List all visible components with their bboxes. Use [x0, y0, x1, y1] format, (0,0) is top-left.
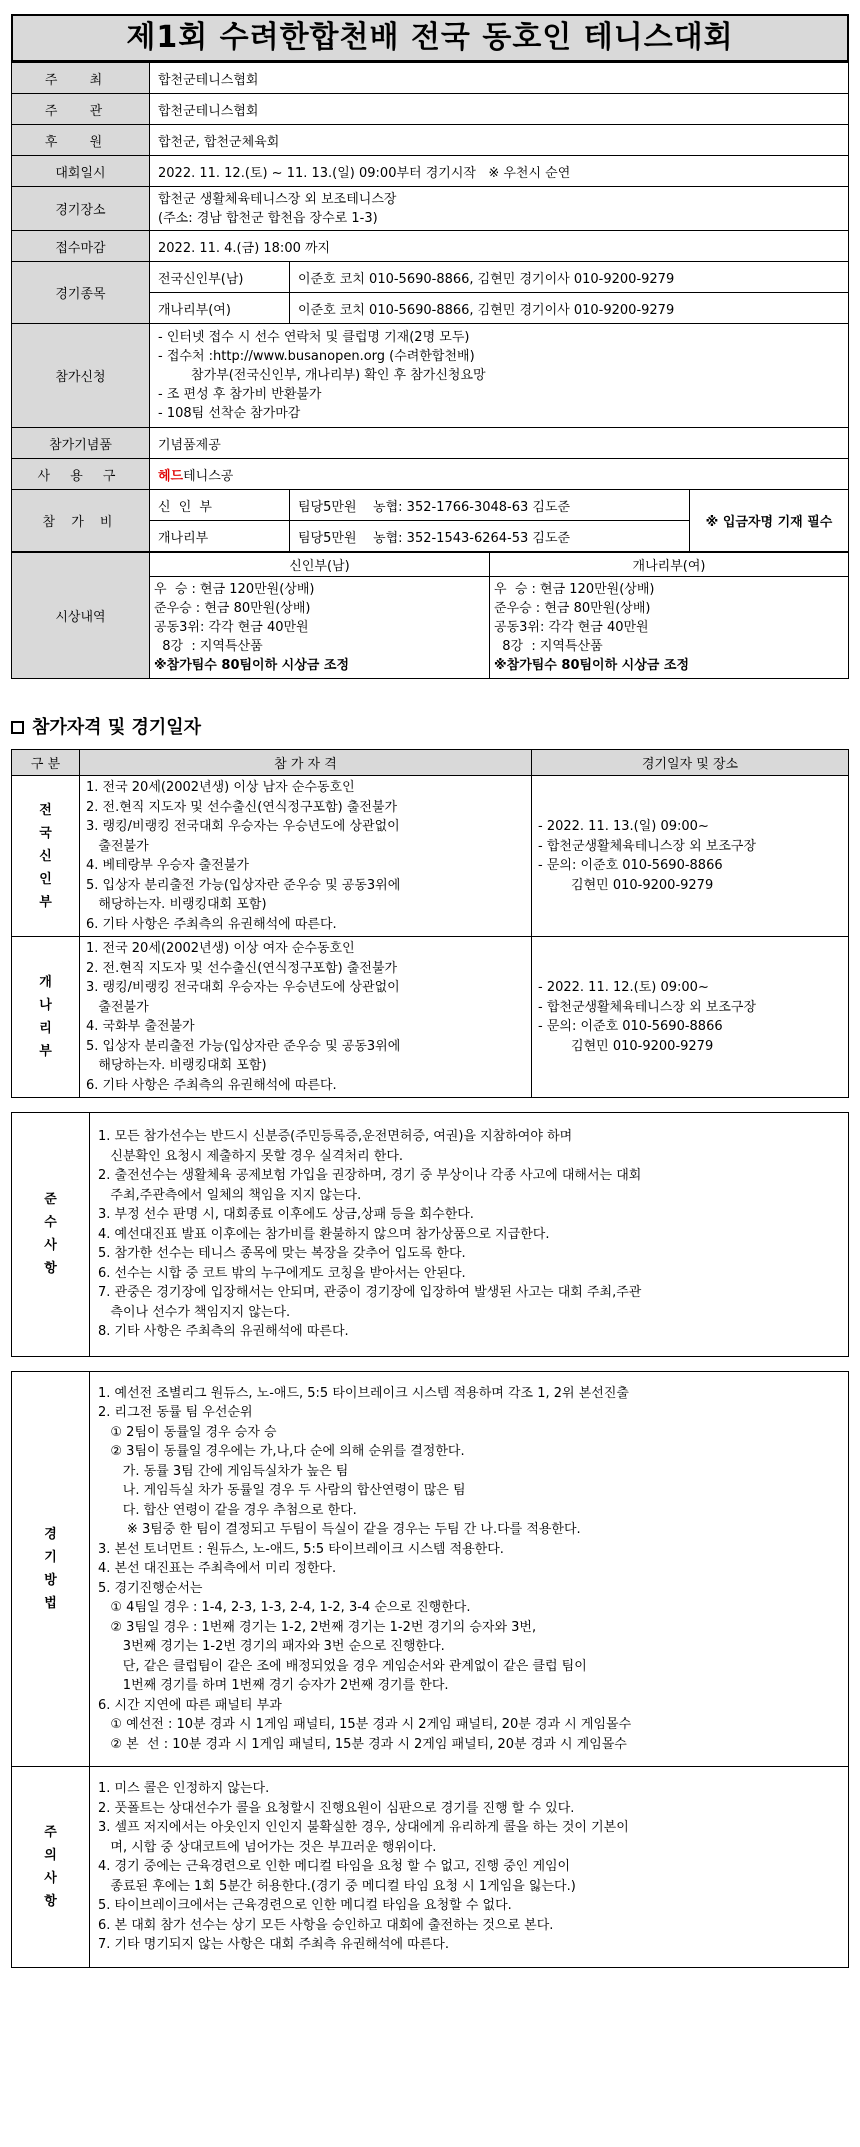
- info-value: 2022. 11. 12.(토) ~ 11. 13.(일) 09:00부터 경기시작 ※ 우천시 순연: [150, 156, 849, 187]
- rule-line: 2. 출전선수는 생활체육 공제보험 가입을 권장하며, 경기 중 부상이나 각종 사고에 대해서는 대회: [98, 1168, 642, 1183]
- qual-items: [80, 937, 532, 1098]
- section-title: [11, 713, 849, 739]
- qual-item: 2. 전.현직 지도자 및 선수출신(연식정구포함) 출전불가: [86, 799, 398, 815]
- venue-address: (주소: 경남 합천군 합천읍 장수로 1-3): [158, 210, 378, 226]
- event-name: 개나리부(여): [150, 293, 290, 324]
- rule-line: 신분확인 요청시 제출하지 못할 경우 실격처리 한다.: [98, 1148, 404, 1164]
- ball-name: 테니스공: [183, 468, 234, 484]
- fee-detail: [290, 521, 690, 552]
- method-line: ② 3팀이 동률일 경우에는 가,나,다 순에 의해 순위를 결정한다.: [98, 1444, 465, 1459]
- division-char: 나: [39, 998, 52, 1013]
- qual-item: 3. 랭킹/비랭킹 전국대회 우승자는 우승년도에 상관없이: [86, 819, 400, 834]
- method-line: 나. 게임득실 차가 동률일 경우 두 사람의 합산연령이 많은 팀: [98, 1483, 466, 1498]
- info-value: [150, 187, 849, 231]
- event-name: 전국신인부(남): [150, 262, 290, 293]
- qual-item: 4. 베테랑부 우승자 출전불가: [86, 858, 249, 873]
- info-label: 주 관: [12, 94, 150, 125]
- prize-line: 우 승 : 현금 120만원(상배): [494, 582, 655, 597]
- label-char: 사: [44, 1238, 57, 1254]
- division-char: 개: [39, 975, 52, 990]
- label-char: 의: [44, 1847, 57, 1863]
- info-value: 2022. 11. 4.(금) 18:00 까지: [150, 231, 849, 262]
- qual-item: 1. 전국 20세(2002년생) 이상 남자 순수동호인: [86, 780, 355, 795]
- rule-line: 측이나 선수가 책임지지 않는다.: [98, 1304, 291, 1320]
- apply-line: - 108팀 선착순 참가마감: [158, 406, 301, 421]
- method-line: ② 3팀일 경우 : 1번째 경기는 1-2, 2번째 경기는 1-2번 경기의 승자와 3번,: [98, 1619, 537, 1635]
- qual-item: 1. 전국 20세(2002년생) 이상 여자 순수동호인: [86, 941, 355, 956]
- label-char: 항: [44, 1893, 57, 1909]
- info-label: 주 최: [12, 63, 150, 94]
- compliance-row: [12, 1113, 849, 1357]
- apply-line: - 인터넷 접수 시 선수 연락처 및 클럽명 기재(2명 모두): [158, 330, 470, 345]
- qual-item: 해당하는자. 비랭킹대회 포함): [86, 1058, 267, 1073]
- method-line: 1. 예선전 조별리그 원듀스, 노-애드, 5:5 타이브레이크 시스템 적용하며 각조 1, 2위 본선진출: [98, 1385, 629, 1401]
- fee-detail: [290, 490, 690, 521]
- qual-item: 3. 랭킹/비랭킹 전국대회 우승자는 우승년도에 상관없이: [86, 980, 400, 995]
- method-list: [90, 1371, 849, 1767]
- rule-line: 4. 예선대진표 발표 이후에는 참가비를 환불하지 않으며 참가상품으로 지급한다.: [98, 1226, 550, 1242]
- apply-line: - 접수처 :http://www.busanopen.org (수려한합천배): [158, 349, 475, 364]
- note-line: 6. 본 대회 참가 선수는 상기 모든 사항을 승인하고 대회에 출전하는 것으로 본다.: [98, 1917, 554, 1933]
- info-label: 후 원: [12, 125, 150, 156]
- qual-item: 4. 국화부 출전불가: [86, 1019, 195, 1034]
- qual-item: 5. 입상자 분리출전 가능(입상자란 준우승 및 공동3위에: [86, 1038, 401, 1054]
- info-label: 시상내역: [12, 553, 150, 679]
- label-char: 기: [44, 1549, 57, 1565]
- method-line: 3. 본선 토너먼트 : 원듀스, 노-애드, 5:5 타이브레이크 시스템 적용한다.: [98, 1541, 504, 1557]
- qual-header: 경기일자 및 장소: [532, 750, 849, 776]
- qualification-table: [11, 749, 849, 1098]
- info-label: 사 용 구: [12, 459, 150, 490]
- fee-amount: 팀당5만원: [298, 499, 357, 515]
- event-contact: 이준호 코치 010-5690-8866, 김현민 경기이사 010-9200-9279: [290, 293, 849, 324]
- info-label: 참 가 비: [12, 490, 150, 552]
- label-char: 항: [44, 1261, 57, 1277]
- qual-items: [80, 776, 532, 937]
- qual-row-men: [12, 776, 849, 937]
- method-line: 5. 경기진행순서는: [98, 1580, 203, 1596]
- venue-line: 합천군 생활체육테니스장 외 보조테니스장: [158, 191, 397, 207]
- note-line: 5. 타이브레이크에서는 근육경련으로 인한 메디컬 타임을 요청할 수 없다.: [98, 1898, 512, 1913]
- info-table: [11, 62, 849, 552]
- info-value: 합천군, 합천군체육회: [150, 125, 849, 156]
- schedule-line: - 2022. 11. 12.(토) 09:00~: [538, 980, 709, 995]
- qual-item: 2. 전.현직 지도자 및 선수출신(연식정구포함) 출전불가: [86, 960, 398, 976]
- label-char: 사: [44, 1870, 57, 1886]
- prize-line: 준우승 : 현금 80만원(상배): [154, 601, 311, 616]
- division-char: 신: [39, 848, 52, 864]
- apply-line: - 조 편성 후 참가비 반환불가: [158, 387, 322, 402]
- qual-division-name: [12, 937, 80, 1098]
- division-char: 리: [39, 1021, 52, 1036]
- schedule-line: - 2022. 11. 13.(일) 09:00~: [538, 819, 709, 834]
- division-char: 전: [39, 802, 52, 818]
- prize-table: [11, 552, 849, 679]
- compliance-label: [12, 1113, 90, 1357]
- info-row-host: [12, 63, 849, 94]
- method-label: [12, 1371, 90, 1767]
- schedule-line: - 문의: 이준호 010-5690-8866: [538, 858, 723, 873]
- rule-line: 8. 기타 사항은 주최측의 유권해석에 따른다.: [98, 1324, 349, 1339]
- schedule-line: - 합천군생활체육테니스장 외 보조구장: [538, 999, 757, 1015]
- rule-line: 1. 모든 참가선수는 반드시 신분증(주민등록증,운전면허증, 여권)을 지참하여야 하며: [98, 1129, 573, 1144]
- info-label: 경기종목: [12, 262, 150, 324]
- info-label: 대회일시: [12, 156, 150, 187]
- qual-item: 출전불가: [86, 838, 149, 854]
- info-value: 합천군테니스협회: [150, 94, 849, 125]
- division-char: 부: [39, 1044, 52, 1059]
- method-line: 1번째 경기를 하며 1번째 경기 승자가 2번째 경기를 한다.: [98, 1678, 449, 1693]
- info-row-fee: [12, 490, 849, 521]
- qual-schedule: [532, 776, 849, 937]
- prize-header: 신인부(남): [150, 553, 490, 577]
- method-row: [12, 1371, 849, 1767]
- apply-lines: [150, 324, 849, 428]
- apply-line: 참가부(전국신인부, 개나리부) 확인 후 참가신청요망: [158, 368, 486, 383]
- info-label: 참가신청: [12, 324, 150, 428]
- method-table: [11, 1371, 849, 1968]
- prize-list: [150, 577, 490, 679]
- label-char: 준: [44, 1192, 57, 1208]
- qual-schedule: [532, 937, 849, 1098]
- fee-note: ※ 입금자명 기재 필수: [690, 490, 849, 552]
- label-char: 수: [44, 1215, 57, 1231]
- method-line: 4. 본선 대진표는 주최측에서 미리 정한다.: [98, 1561, 337, 1576]
- compliance-list: [90, 1113, 849, 1357]
- prize-list: [490, 577, 849, 679]
- rule-line: 5. 참가한 선수는 테니스 종목에 맞는 복장을 갖추어 입도록 한다.: [98, 1246, 466, 1261]
- prize-note: ※참가팀수 80팀이하 시상금 조정: [154, 658, 350, 673]
- info-row-date: [12, 156, 849, 187]
- info-row-venue: [12, 187, 849, 231]
- notes-list: [90, 1767, 849, 1968]
- info-row-organizer: [12, 94, 849, 125]
- info-row-deadline: [12, 231, 849, 262]
- method-line: 2. 리그전 동률 팀 우선순위: [98, 1405, 253, 1420]
- fee-name: 개나리부: [150, 521, 290, 552]
- method-line: 다. 합산 연령이 같을 경우 추첨으로 한다.: [98, 1502, 357, 1518]
- method-line: 단, 같은 클럽팀이 같은 조에 배정되었을 경우 게임순서와 관계없이 같은 클럽 팀이: [98, 1658, 587, 1674]
- qual-item: 출전불가: [86, 999, 149, 1015]
- method-line: 3번째 경기는 1-2번 경기의 패자와 3번 순으로 진행한다.: [98, 1639, 445, 1654]
- note-line: 4. 경기 중에는 근육경련으로 인한 메디컬 타임을 요청 할 수 없고, 진행 중인 게임이: [98, 1859, 571, 1874]
- fee-amount: 팀당5만원: [298, 530, 357, 546]
- division-char: 국: [39, 825, 52, 841]
- method-line: ② 본 선 : 10분 경과 시 1게임 패널티, 15분 경과 시 2게임 패널티, 20분 경과 시 게임몰수: [98, 1736, 627, 1752]
- info-row-gift: [12, 428, 849, 459]
- prize-line: 우 승 : 현금 120만원(상배): [154, 582, 315, 597]
- notes-label: [12, 1767, 90, 1968]
- schedule-line: 김현민 010-9200-9279: [538, 877, 714, 893]
- qual-header: 참 가 자 격: [80, 750, 532, 776]
- checkbox-square-icon: [11, 721, 24, 734]
- prize-line: 공동3위: 각각 현금 40만원: [494, 620, 649, 635]
- event-contact: 이준호 코치 010-5690-8866, 김현민 경기이사 010-9200-9279: [290, 262, 849, 293]
- section-title-text: 참가자격 및 경기일자: [32, 717, 202, 738]
- schedule-line: 김현민 010-9200-9279: [538, 1038, 714, 1054]
- division-char: 인: [39, 871, 52, 887]
- document-title: 제1회 수려한합천배 전국 동호인 테니스대회: [11, 14, 849, 62]
- qual-header-row: [12, 750, 849, 776]
- prize-line: 공동3위: 각각 현금 40만원: [154, 620, 309, 635]
- prize-header-row: [12, 553, 849, 577]
- info-value: 기념품제공: [150, 428, 849, 459]
- qual-header: 구 분: [12, 750, 80, 776]
- compliance-table: [11, 1112, 849, 1357]
- fee-name: 신 인 부: [150, 490, 290, 521]
- prize-line: 준우승 : 현금 80만원(상배): [494, 601, 651, 616]
- info-label: 참가기념품: [12, 428, 150, 459]
- rule-line: 7. 관중은 경기장에 입장해서는 안되며, 관중이 경기장에 입장하여 발생된 사고는 대회 주최,주관: [98, 1285, 642, 1300]
- info-value: [150, 459, 849, 490]
- prize-header: 개나리부(여): [490, 553, 849, 577]
- note-line: 2. 풋폴트는 상대선수가 콜을 요청할시 진행요원이 심판으로 경기를 진행 할 수 있다.: [98, 1800, 575, 1816]
- schedule-line: - 합천군생활체육테니스장 외 보조구장: [538, 838, 757, 854]
- info-label: 경기장소: [12, 187, 150, 231]
- label-char: 경: [44, 1526, 57, 1542]
- label-char: 방: [44, 1572, 57, 1588]
- qual-division-name: [12, 776, 80, 937]
- prize-line: 8강 : 지역특산품: [494, 639, 603, 654]
- method-line: ① 예선전 : 10분 경과 시 1게임 패널티, 15분 경과 시 2게임 패널티, 20분 경과 시 게임몰수: [98, 1717, 632, 1732]
- method-line: 가. 동률 3팀 간에 게임득실차가 높은 팀: [98, 1463, 349, 1479]
- note-line: 3. 셀프 저지에서는 아웃인지 인인지 불확실한 경우, 상대에게 유리하게 콜을 하는 것이 기본이: [98, 1820, 629, 1835]
- division-char: 부: [39, 894, 52, 910]
- note-line: 종료된 후에는 1회 5분간 허용한다.(경기 중 메디컬 타임 요청 시 1게임을 잃는다.): [98, 1878, 576, 1894]
- notes-row: [12, 1767, 849, 1968]
- prize-note: ※참가팀수 80팀이하 시상금 조정: [494, 658, 690, 673]
- info-row-apply: [12, 324, 849, 428]
- qual-item: 5. 입상자 분리출전 가능(입상자란 준우승 및 공동3위에: [86, 877, 401, 893]
- schedule-line: - 문의: 이준호 010-5690-8866: [538, 1019, 723, 1034]
- prize-line: 8강 : 지역특산품: [154, 639, 263, 654]
- info-row-sponsor: [12, 125, 849, 156]
- info-row-ball: [12, 459, 849, 490]
- rule-line: 3. 부정 선수 판명 시, 대회종료 이후에도 상금,상패 등을 회수한다.: [98, 1207, 474, 1222]
- label-char: 법: [44, 1595, 57, 1611]
- method-line: 6. 시간 지연에 따른 패널티 부과: [98, 1697, 282, 1713]
- info-row-events: [12, 262, 849, 293]
- method-line: ① 2팀이 동률일 경우 승자 승: [98, 1424, 277, 1440]
- info-label: 접수마감: [12, 231, 150, 262]
- qual-item: 6. 기타 사항은 주최측의 유권해석에 따른다.: [86, 1077, 337, 1093]
- qual-row-women: [12, 937, 849, 1098]
- note-line: 1. 미스 콜은 인정하지 않는다.: [98, 1781, 270, 1796]
- label-char: 주: [44, 1824, 57, 1840]
- ball-brand: 헤드: [158, 468, 184, 484]
- method-line: ① 4팀일 경우 : 1-4, 2-3, 1-3, 2-4, 1-2, 3-4 순으로 진행한다.: [98, 1600, 471, 1615]
- note-line: 며, 시합 중 상대코트에 넘어가는 것은 부끄러운 행위이다.: [98, 1839, 437, 1855]
- qual-item: 해당하는자. 비랭킹대회 포함): [86, 897, 267, 912]
- method-line: ※ 3팀중 한 팀이 결정되고 두팀이 득실이 같을 경우는 두팀 간 나.다를 적용한다.: [98, 1522, 581, 1537]
- note-line: 7. 기타 명기되지 않는 사항은 대회 주최측 유권해석에 따른다.: [98, 1937, 449, 1952]
- rule-line: 주최,주관측에서 일체의 책임을 지지 않는다.: [98, 1187, 362, 1203]
- info-value: 합천군테니스협회: [150, 63, 849, 94]
- fee-account: 농협: 352-1543-6264-53 김도준: [373, 530, 571, 546]
- rule-line: 6. 선수는 시합 중 코트 밖의 누구에게도 코칭을 받아서는 안된다.: [98, 1265, 466, 1281]
- fee-account: 농협: 352-1766-3048-63 김도준: [373, 499, 571, 515]
- qual-item: 6. 기타 사항은 주최측의 유권해석에 따른다.: [86, 916, 337, 932]
